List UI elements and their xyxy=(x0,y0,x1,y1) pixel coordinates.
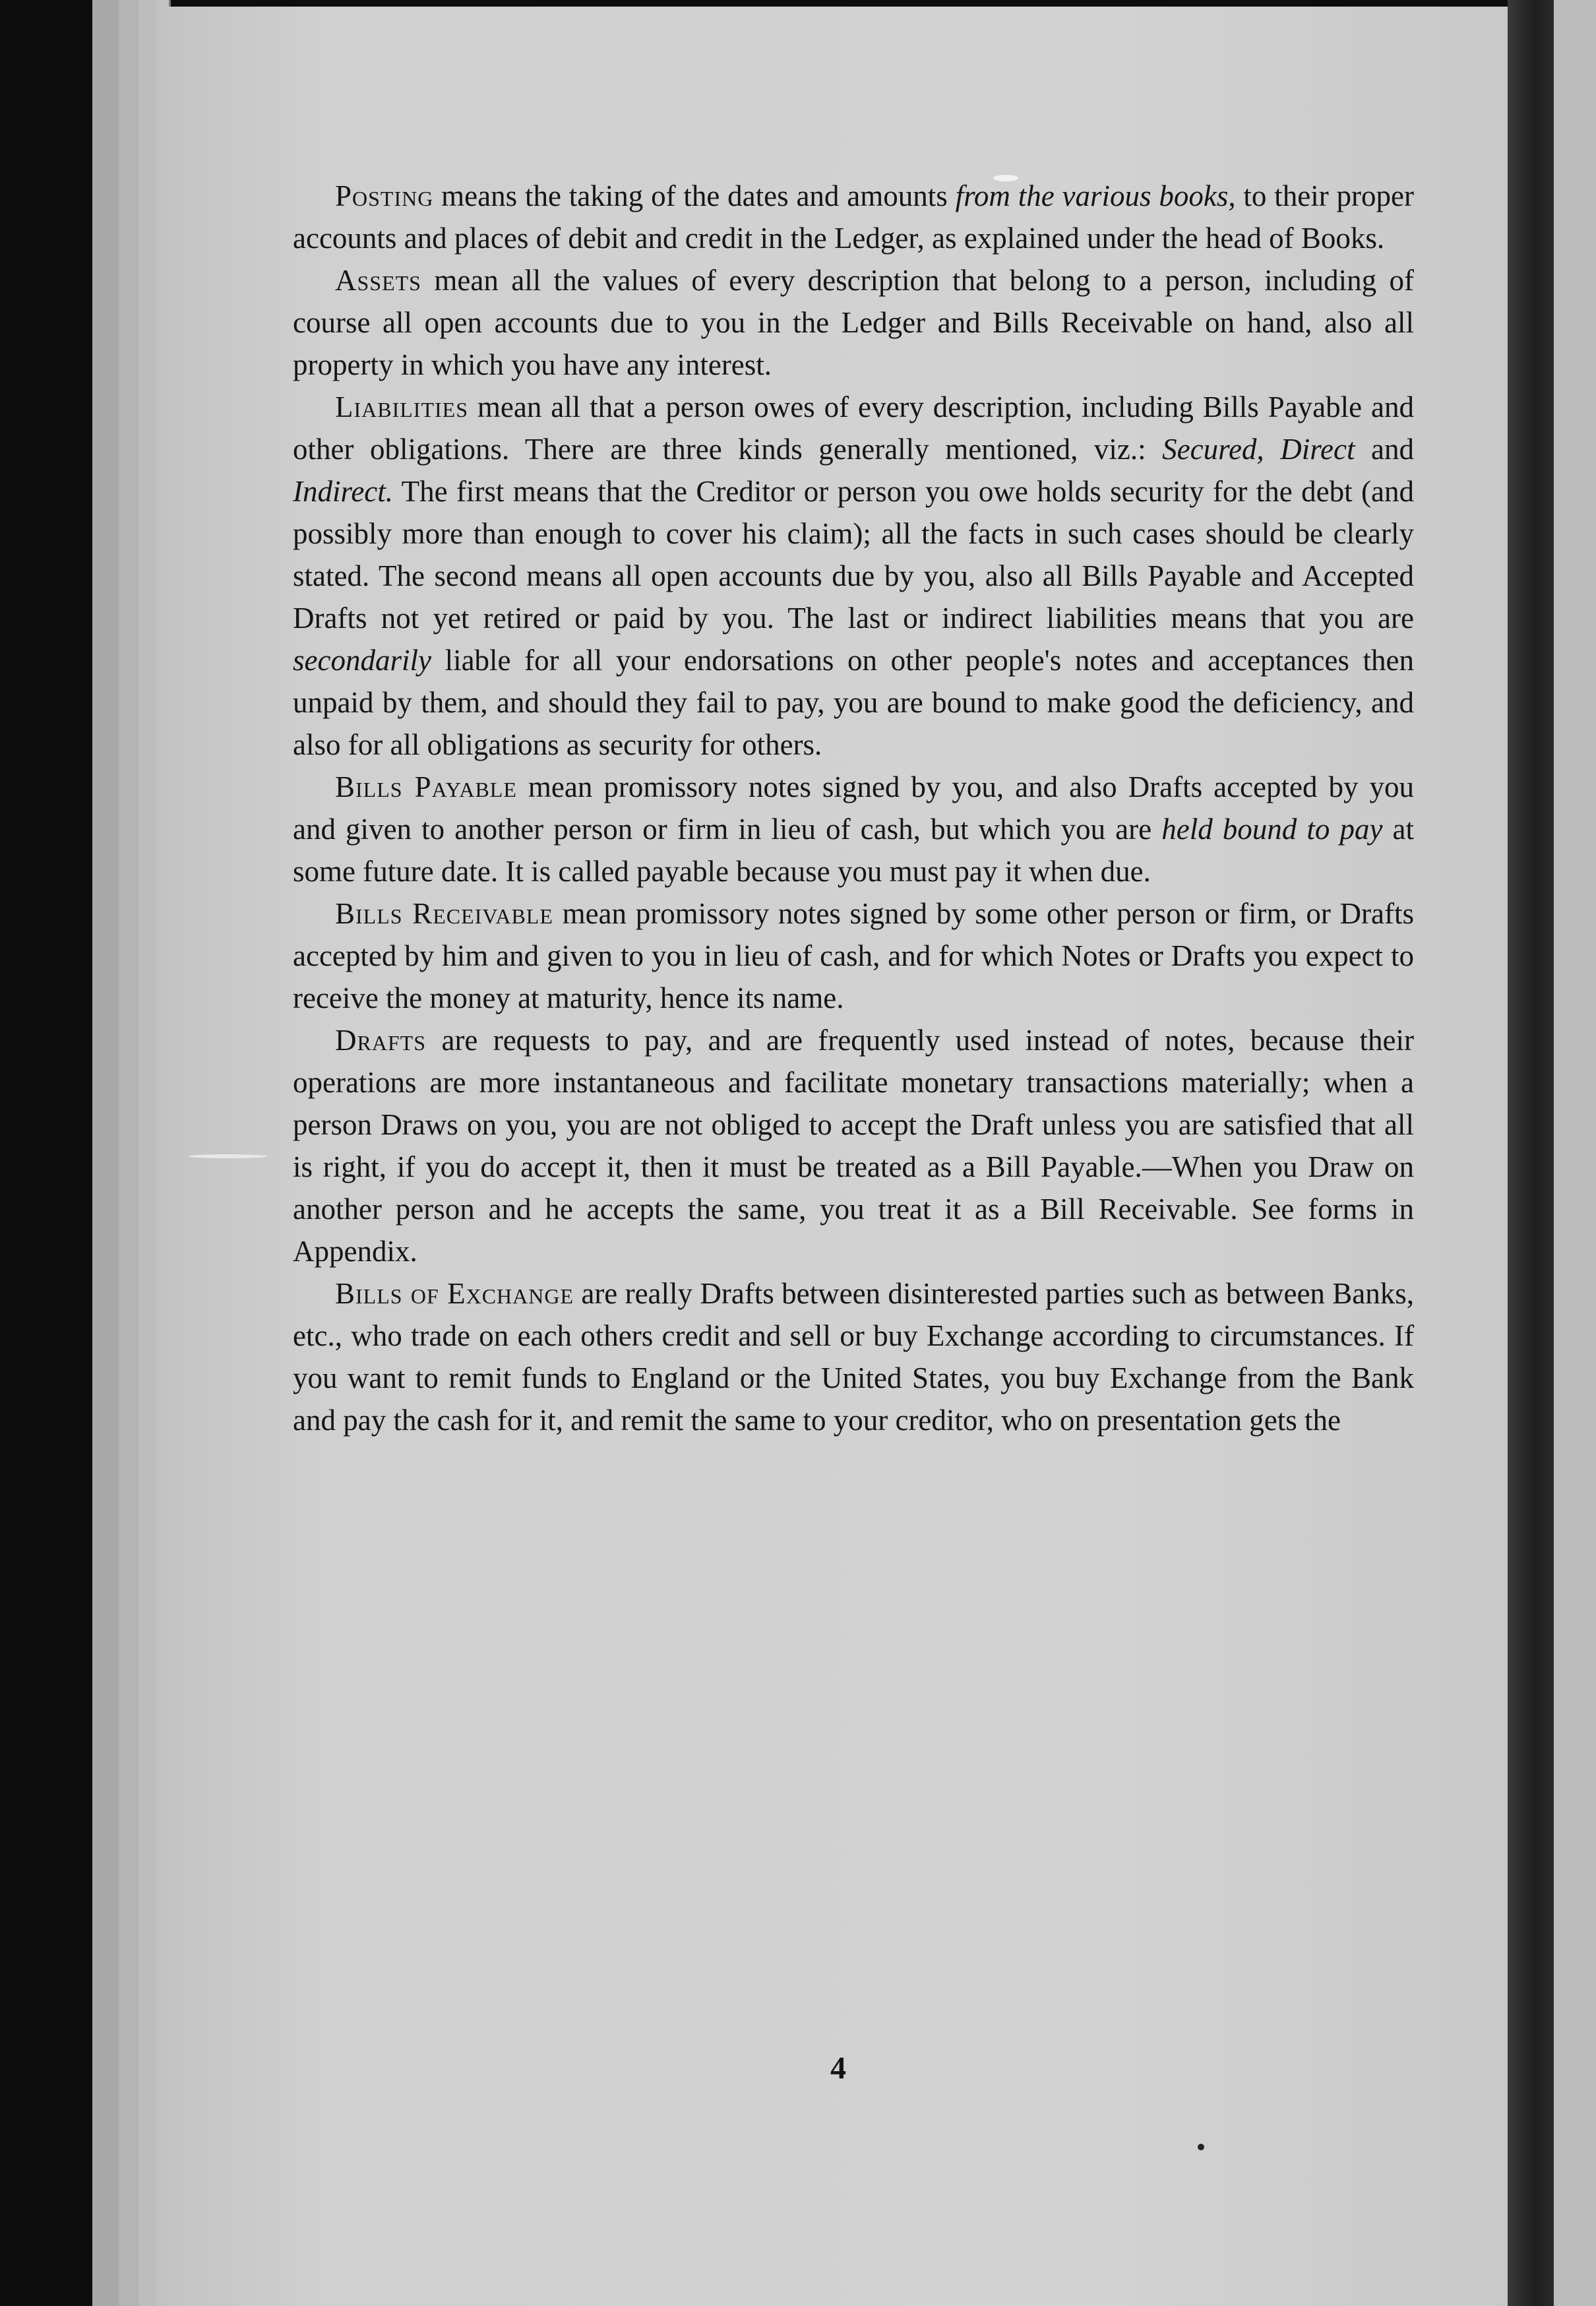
term: Bills of Exchange xyxy=(335,1277,574,1310)
dust-speck xyxy=(189,1154,268,1158)
paragraph-drafts xyxy=(293,1019,1414,1272)
text-run: mean all that a person owes of every description, including Bills Payable and other obligations. There are three kinds generally mentioned, viz.: xyxy=(293,390,1414,466)
term: Bills Payable xyxy=(335,770,517,803)
book-binding xyxy=(1508,0,1554,2306)
term: Liabilities xyxy=(335,390,469,423)
text-run: mean promissory notes signed by you, and also Drafts accepted by you and given to another person or firm in lieu of cash, but which you are xyxy=(293,770,1414,846)
term: Bills Receivable xyxy=(335,897,553,930)
text-run: are really Drafts between disinterested parties such as between Banks, etc., who trade on each others credit and sell or buy Exchange according to circumstances. If you want to remit funds to England or the United States, you buy Exchange from the Bank and pay the cash for it, and remit the same to your creditor, who on presentation gets the xyxy=(293,1277,1414,1437)
italic-run: from the various books, xyxy=(955,179,1236,212)
page-edge xyxy=(119,0,140,2306)
page-edge xyxy=(138,0,158,2306)
term: Assets xyxy=(335,264,421,297)
paragraph-bills-of-exchange xyxy=(293,1272,1414,1441)
text-run: mean promissory notes signed by some other person or firm, or Drafts accepted by him and given to you in lieu of cash, and for which Notes or Drafts you expect to receive the money at maturity, hence its name. xyxy=(293,897,1415,1014)
dust-speck xyxy=(1198,2144,1204,2150)
text-run: at some future date. It is called payable because you must pay it when due. xyxy=(293,813,1415,888)
text-run: means the taking of the dates and amounts xyxy=(433,179,956,212)
italic-run: Indirect. xyxy=(293,475,394,508)
paragraph-bills-payable xyxy=(293,766,1414,892)
paragraph-assets xyxy=(293,259,1414,386)
text-run: are requests to pay, and are frequently used instead of notes, because their operations are more instantaneous and facilitate monetary transactions materially; when a person Draws on you, you are not obliged to accept the Draft unless you are satisfied that all is right, if you do accept it, then it must be treated as a Bill Payable.—When you Draw on another person and he accepts the same, you treat it as a Bill Receivable. See forms in Appendix. xyxy=(293,1024,1414,1268)
page-edge xyxy=(92,0,121,2306)
text-run: The first means that the Creditor or person you owe holds security for the debt (and possibly more than enough to cover his claim); all the facts in such cases should be clearly stated. The second means all open accounts due by you, also all Bills Payable and Accepted Drafts not yet retired or paid by you. The last or indirect liabilities means that you are xyxy=(293,475,1414,635)
term: Posting xyxy=(335,179,434,212)
text-run: to their proper accounts and places of debit and credit in the Ledger, as explained under the head of Books. xyxy=(293,179,1414,255)
term: Drafts xyxy=(335,1024,427,1057)
text-run: liable for all your endorsations on other people's notes and acceptances then unpaid by them, and should they fail to pay, you are bound to make good the deficiency, and also for all obligations as security for others. xyxy=(293,644,1414,761)
italic-run: secondarily xyxy=(293,644,431,677)
paragraph-posting xyxy=(293,175,1414,259)
page-text xyxy=(293,175,1414,1441)
text-run: and xyxy=(1355,433,1414,466)
paragraph-liabilities xyxy=(293,386,1414,766)
page-number: 4 xyxy=(830,2051,846,2086)
adjacent-page xyxy=(1554,0,1596,2306)
italic-run: Secured, Direct xyxy=(1162,433,1355,466)
italic-run: held bound to pay xyxy=(1161,813,1383,846)
text-run: mean all the values of every description that belong to a person, including of course all open accounts due to you in the Ledger and Bills Receivable on hand, also all property in which you have any interest. xyxy=(293,264,1414,381)
paragraph-bills-receivable xyxy=(293,892,1414,1019)
